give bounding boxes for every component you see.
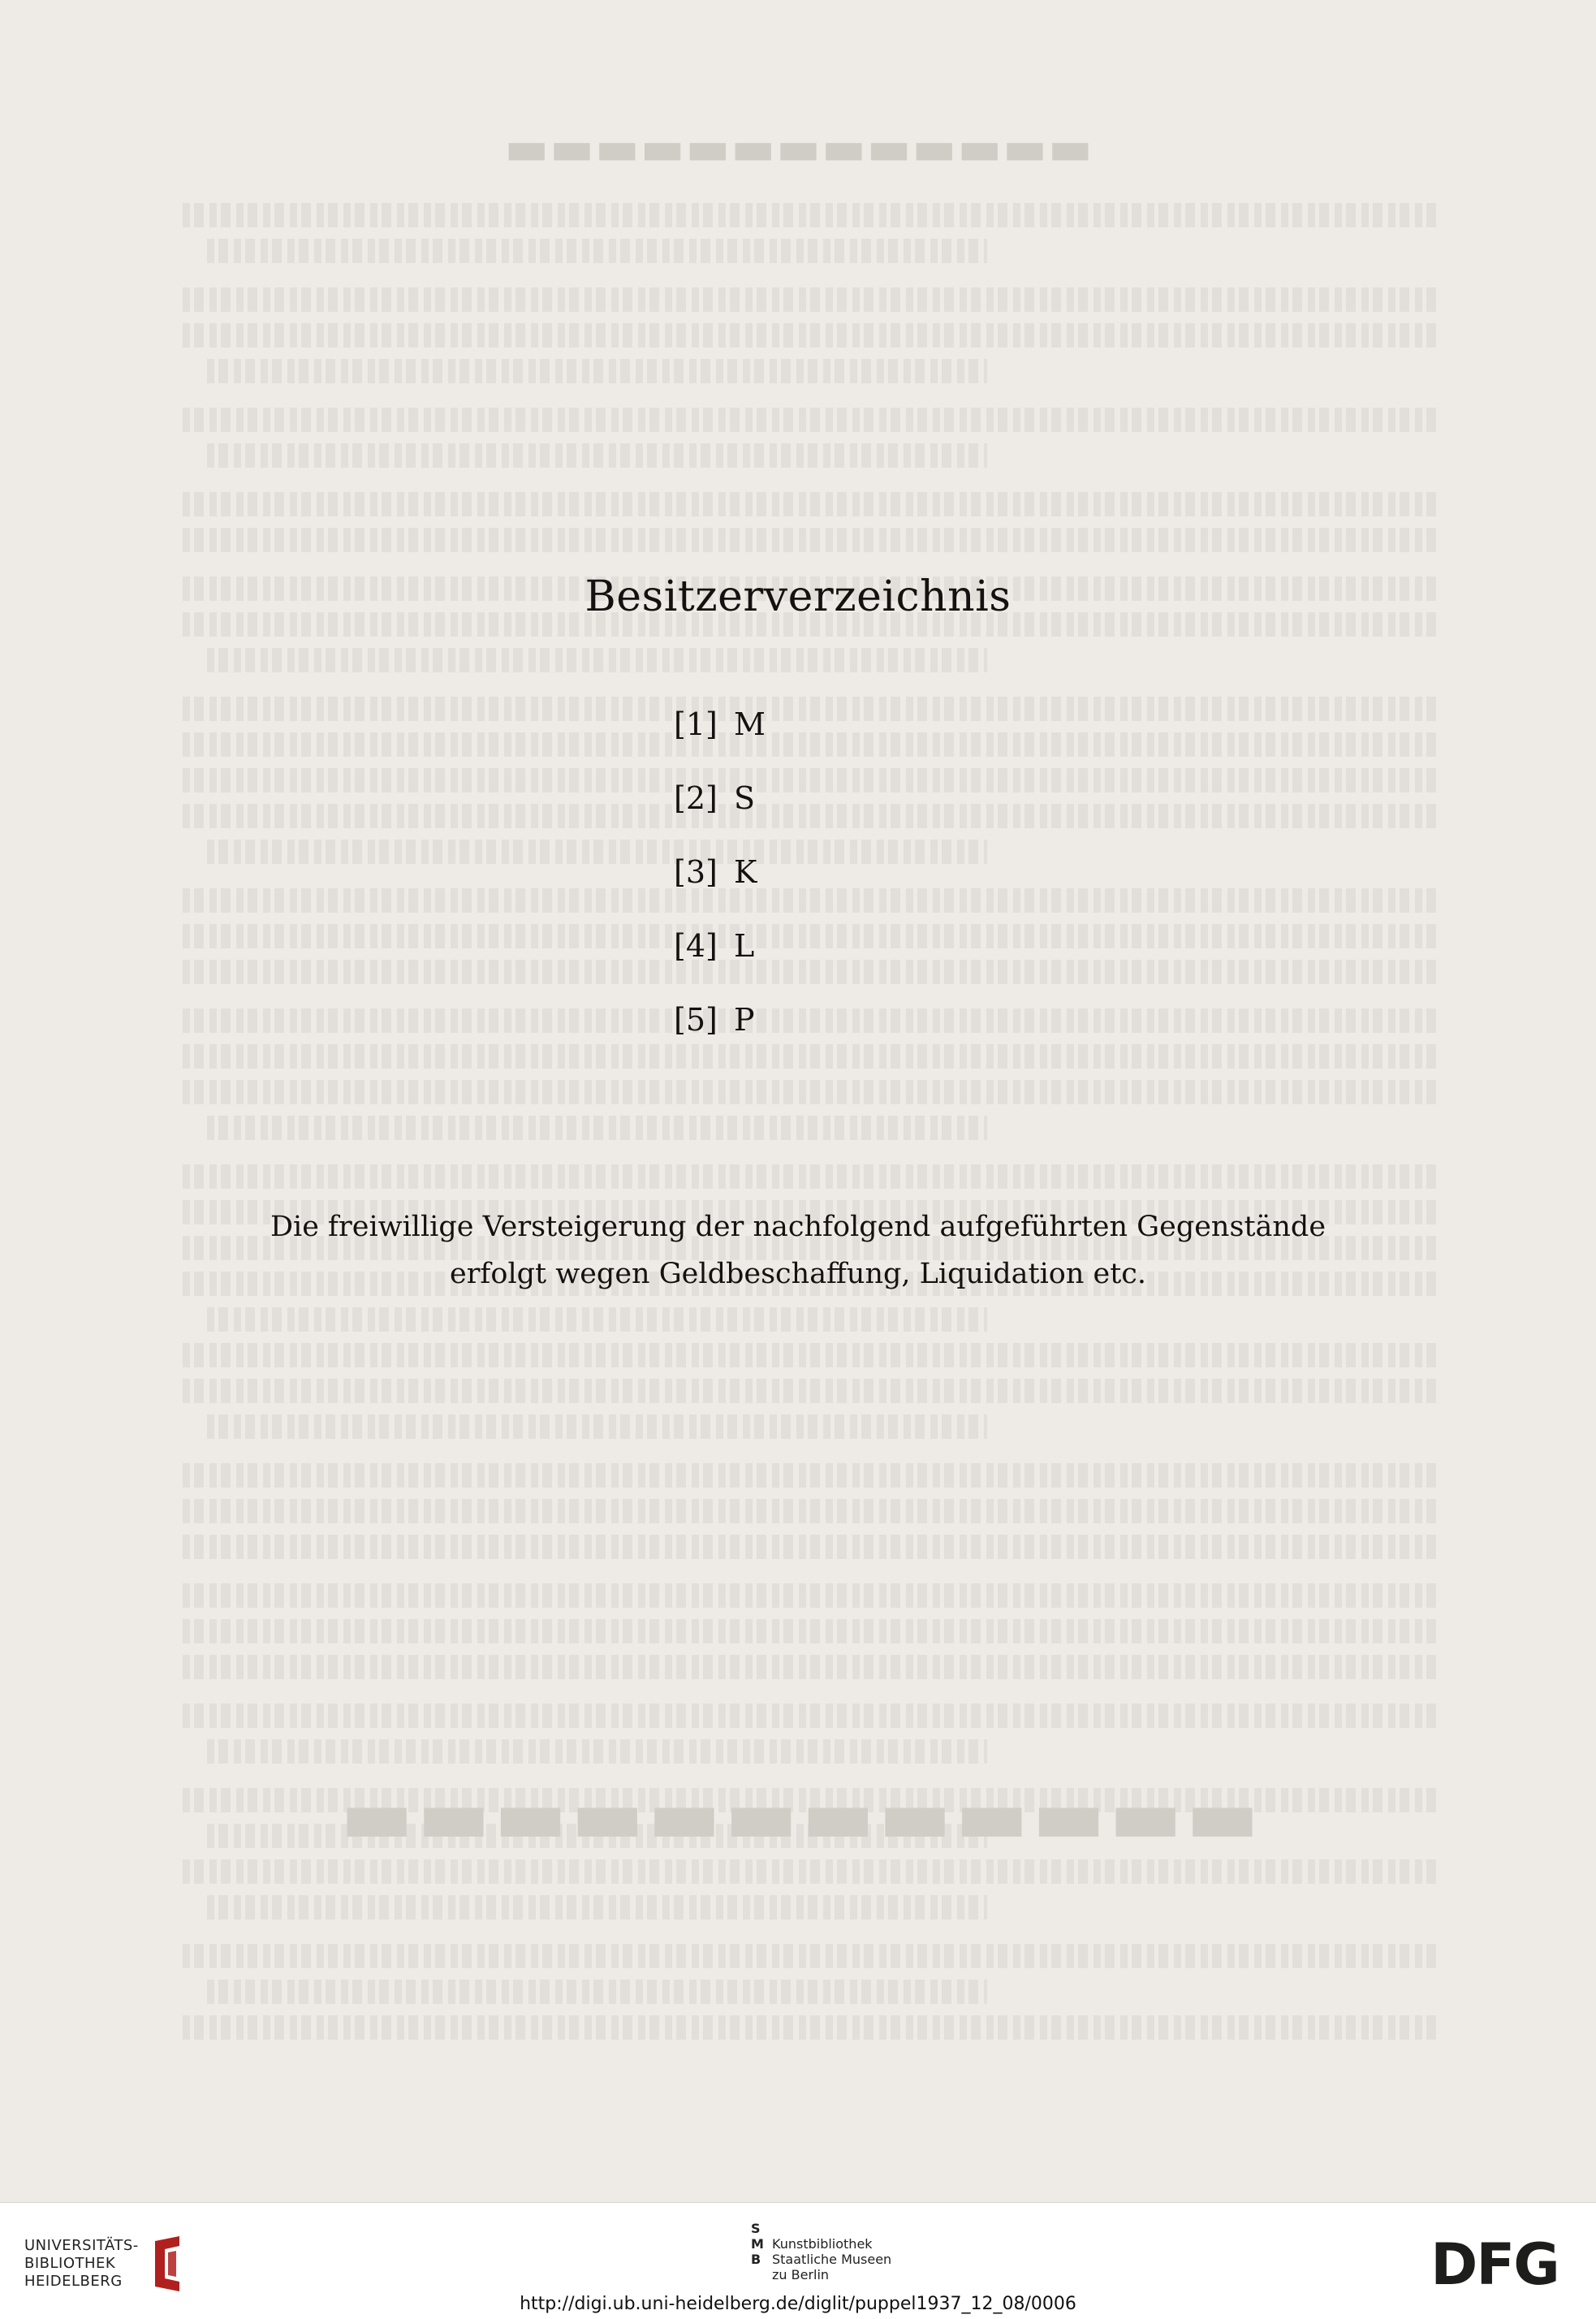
smb-mark-icon: S M B [751, 2221, 764, 2267]
owner-number: [5] [674, 1002, 718, 1038]
kunstbibliothek-logo[interactable] [751, 2221, 891, 2282]
university-library-logo[interactable] [24, 2227, 211, 2300]
bleed-through-name: ▬▬▬▬▬▬▬▬▬▬▬▬ [336, 1770, 1260, 1861]
owner-initial: K [734, 854, 757, 890]
university-library-mark-icon [147, 2235, 186, 2293]
statement-line-1: Die freiwillige Versteigerung der nachfolgend aufgeführten Gegenstände [270, 1211, 1326, 1243]
owner-initial: S [734, 780, 756, 816]
bleed-through-title: ▬▬▬▬▬▬▬▬▬▬▬▬▬ [503, 120, 1093, 175]
owner-entry [674, 854, 999, 928]
owner-entry [674, 928, 999, 1002]
page-title: Besitzerverzeichnis [584, 572, 1012, 621]
owner-number: [4] [674, 928, 718, 964]
dfg-logo-text: DFG [1430, 2235, 1559, 2292]
auction-statement [0, 1203, 1596, 1298]
statement-line-2: erfolgt wegen Geldbeschaffung, Liquidation etc. [449, 1258, 1147, 1290]
owner-list [674, 706, 999, 1076]
kunstbibliothek-text: Kunstbibliothek Staatliche Museen zu Berlin [772, 2236, 892, 2282]
university-library-logo-text: UNIVERSITÄTS- BIBLIOTHEK HEIDELBERG [24, 2237, 139, 2290]
owner-initial: L [734, 928, 755, 964]
dfg-logo-icon[interactable] [1417, 2235, 1572, 2292]
owner-initial: M [734, 706, 766, 742]
owner-entry [674, 1002, 999, 1076]
owner-entry [674, 706, 999, 780]
owner-number: [1] [674, 706, 718, 742]
owner-entry [674, 780, 999, 854]
owner-number: [3] [674, 854, 718, 890]
owner-initial: P [734, 1002, 755, 1038]
viewer-footer [0, 2202, 1596, 2319]
owner-number: [2] [674, 780, 718, 816]
page-url[interactable]: http://digi.ub.uni-heidelberg.de/diglit/puppel1937_12_08/0006 [520, 2294, 1076, 2314]
